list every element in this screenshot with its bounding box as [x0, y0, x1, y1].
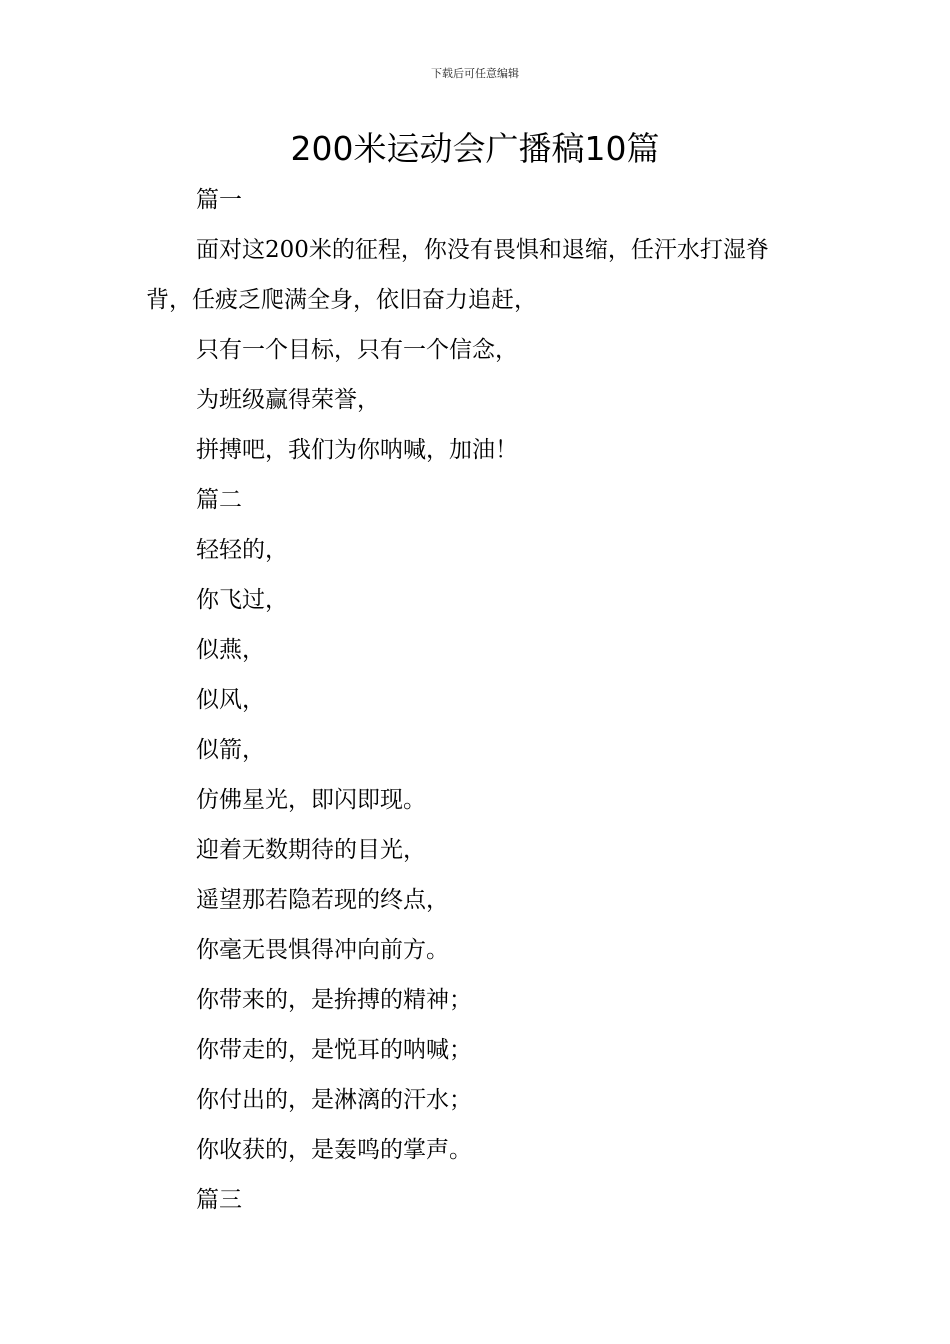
paragraph: 为班级赢得荣誉，	[196, 387, 380, 413]
document-title: 200米运动会广播稿10篇	[290, 129, 660, 168]
paragraph: 似燕，	[196, 637, 265, 663]
paragraph: 迎着无数期待的目光，	[196, 837, 426, 863]
paragraph: 仿佛星光，即闪即现。	[196, 787, 426, 813]
paragraph: 轻轻的，	[196, 537, 288, 563]
paragraph: 面对这200米的征程，你没有畏惧和退缩，任汗水打湿脊背，任疲乏爬满全身，依旧奋力追赶，	[146, 237, 769, 313]
header-note: 下载后可任意编辑	[431, 67, 519, 80]
paragraph: 似风，	[196, 687, 265, 713]
paragraph: 你毫无畏惧得冲向前方。	[196, 937, 449, 963]
paragraph: 只有一个目标，只有一个信念，	[196, 337, 518, 363]
paragraph: 拼搏吧，我们为你呐喊，加油！	[196, 437, 518, 463]
section-heading: 篇一	[196, 187, 242, 213]
paragraph: 你带来的，是拚搏的精神；	[196, 987, 472, 1013]
section-heading: 篇三	[196, 1187, 242, 1213]
document-body	[146, 175, 810, 1225]
paragraph: 你收获的，是轰鸣的掌声。	[196, 1137, 472, 1163]
paragraph: 你付出的，是淋漓的汗水；	[196, 1087, 472, 1113]
paragraph: 似箭，	[196, 737, 265, 763]
paragraph: 你带走的，是悦耳的呐喊；	[196, 1037, 472, 1063]
section-heading: 篇二	[196, 487, 242, 513]
paragraph: 你飞过，	[196, 587, 288, 613]
paragraph: 遥望那若隐若现的终点，	[196, 887, 449, 913]
